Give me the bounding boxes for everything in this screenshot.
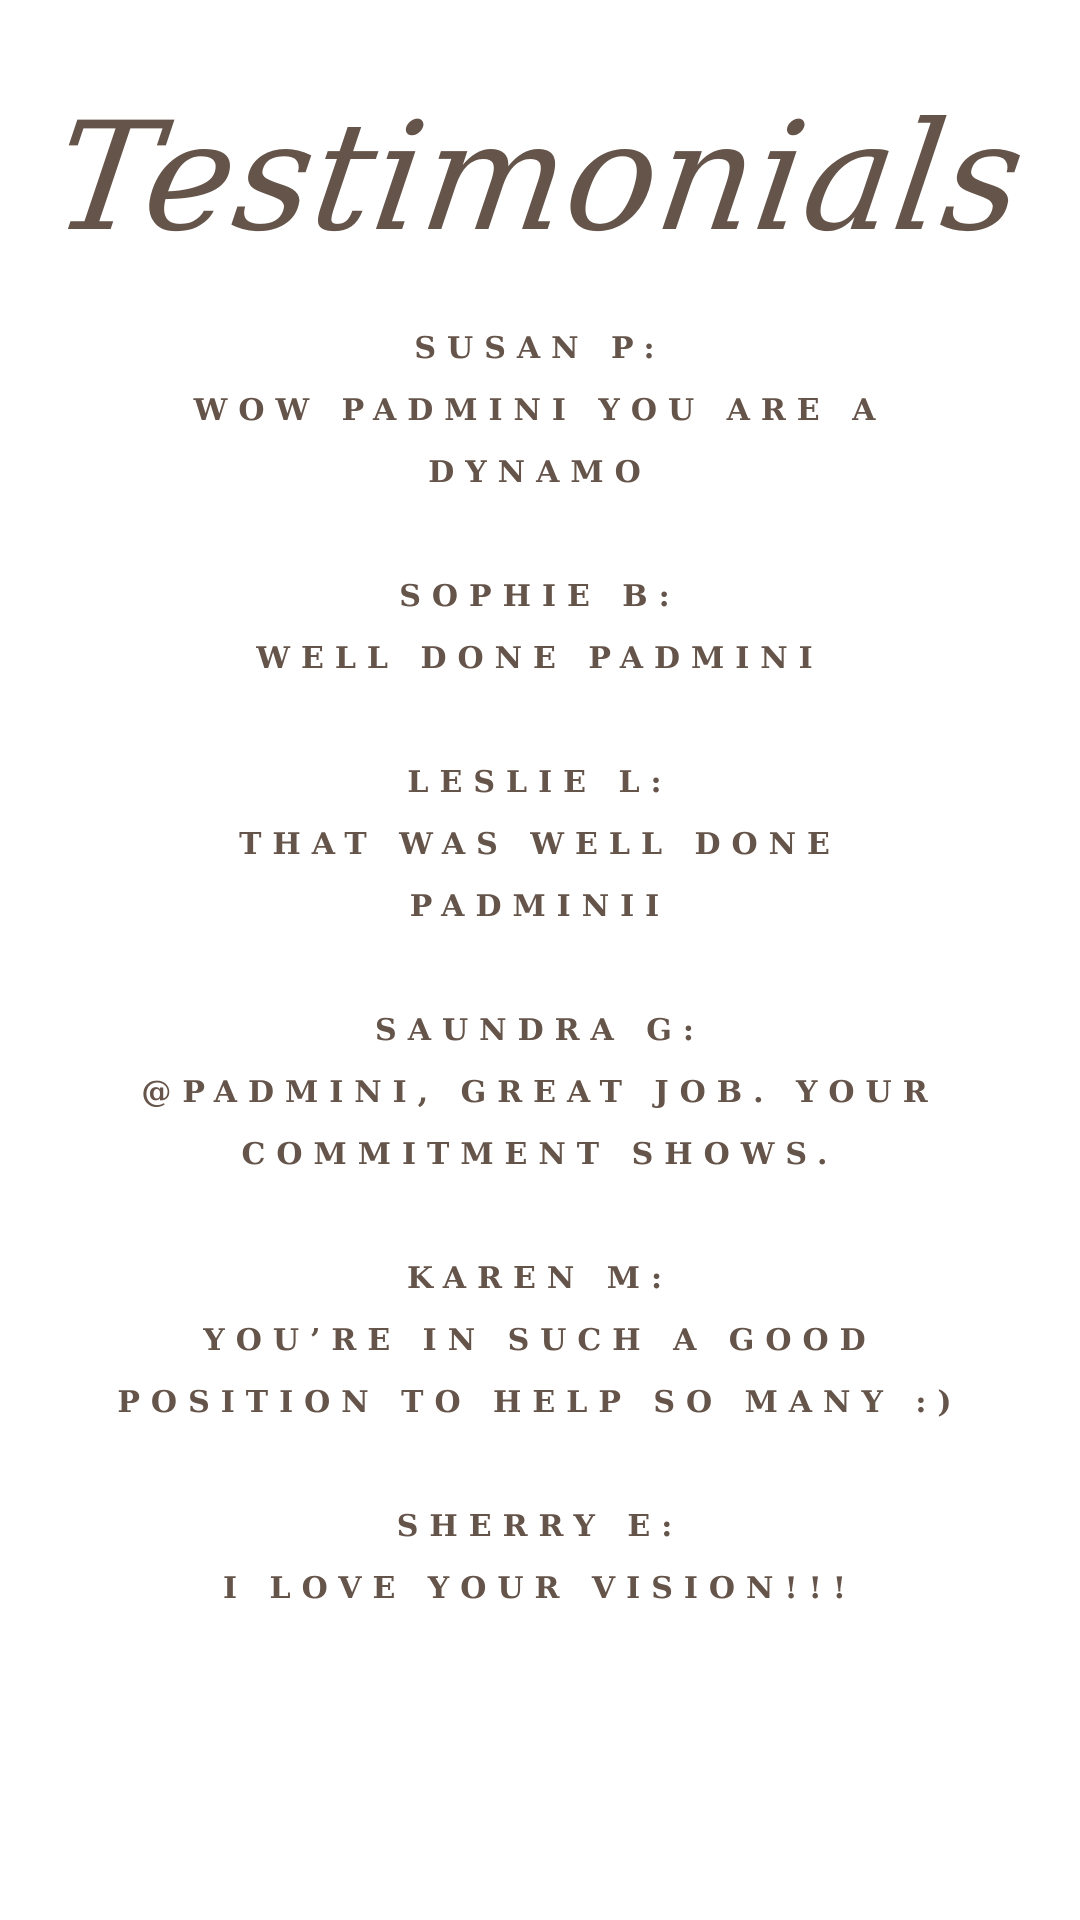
testimonial-text-line: POSITION TO HELP SO MANY :) (117, 1385, 963, 1420)
testimonial-item (0, 1000, 1080, 1186)
testimonial-text-line: WELL DONE PADMINI (256, 641, 824, 676)
testimonial-text-line: DYNAMO (428, 455, 652, 490)
testimonial-item (0, 1248, 1080, 1434)
testimonial-text-line: YOU’RE IN SUCH A GOOD (203, 1323, 877, 1358)
testimonial-list (0, 318, 1080, 1682)
testimonial-author: KAREN M: (406, 1261, 674, 1296)
testimonial-text-line: COMMITMENT SHOWS. (241, 1137, 839, 1172)
testimonial-text-line: I LOVE YOUR VISION!!! (223, 1571, 857, 1606)
testimonial-author: LESLIE L: (407, 765, 673, 800)
testimonial-text-line: THAT WAS WELL DONE (239, 827, 841, 862)
testimonial-text-line: @PADMINI, GREAT JOB. YOUR (141, 1075, 939, 1110)
testimonial-author: SUSAN P: (414, 331, 666, 366)
testimonial-author: SAUNDRA G: (375, 1013, 705, 1048)
testimonial-item (0, 1496, 1080, 1620)
testimonial-item (0, 752, 1080, 938)
testimonial-text-line: PADMINII (409, 889, 671, 924)
testimonial-author: SHERRY E: (396, 1509, 684, 1544)
testimonial-item (0, 318, 1080, 504)
testimonial-item (0, 566, 1080, 690)
page-title: Testimonials (44, 91, 1036, 265)
testimonial-text-line: WOW PADMINI YOU ARE A (193, 393, 887, 428)
testimonial-author: SOPHIE B: (399, 579, 681, 614)
